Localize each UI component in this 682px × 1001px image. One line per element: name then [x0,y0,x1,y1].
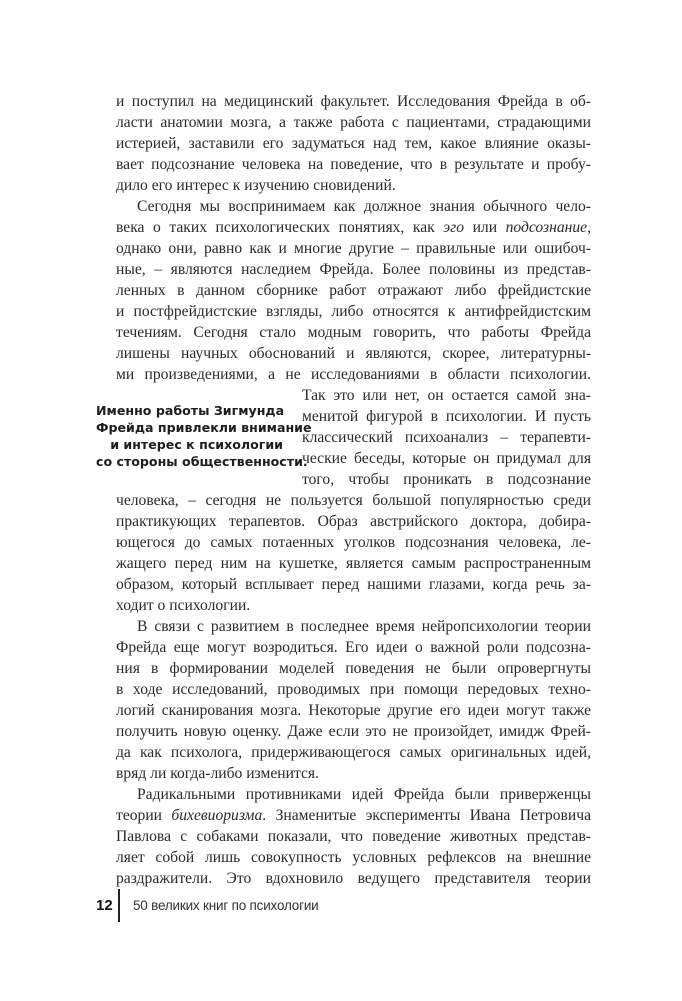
body-line: ми произведениями, а не исследованиями в области психологии. [116,366,591,383]
body-line: вряд ли когда-либо изменится. [116,765,319,782]
body-line: ляет собой лишь совокупность условных рефлексов на внешние [116,849,591,866]
body-line: того, чтобы проникать в подсознание [302,471,591,488]
body-line: раздражители. Это вдохновило ведущего представителя теории [116,870,591,887]
body-line: лишены научных обоснований и являются, скорее, литературны- [116,345,591,362]
body-line: ные, – являются наследием Фрейда. Более половины из представ- [116,261,591,278]
page-number: 12 [96,897,113,914]
running-title: 50 великих книг по психологии [133,898,319,913]
body-line: классический психоанализ – терапевти- [302,429,591,446]
body-line: ленных в данном сборнике работ отражают либо фрейдистские [116,282,591,299]
pull-quote-line: и интерес к психологии [110,437,283,452]
body-line: дило его интерес к изучению сновидений. [116,177,396,194]
body-line: ходит о психологии. [116,597,251,614]
body-line-with-italics: века о таких психологических понятиях, как эго или подсознание, [116,219,591,236]
body-line: течениям. Сегодня стало модным говорить, что работы Фрейда [116,324,591,341]
body-line: Сегодня мы воспринимаем как должное знания обычного чело- [137,198,591,215]
body-line: В связи с развитием в последнее время нейропсихологии теории [137,618,591,635]
body-line: практикующих терапевтов. Образ австрийского доктора, добира- [116,513,591,530]
body-line: Так это или нет, он остается самой зна- [302,387,591,404]
italic-term-subconscious: подсознание [505,219,588,236]
body-line: и постфрейдистские взгляды, либо относятся к антифрейдистским [116,303,591,320]
body-line: ческие беседы, которые он придумал для [302,450,591,467]
body-line: да как психолога, придерживающегося самых оригинальных идей, [116,744,591,761]
italic-term-ego: эго [443,219,465,236]
italic-term-behaviorism: бихевиоризма [171,807,263,824]
body-line: в ходе исследований, проводимых при помощи передовых техно- [116,681,591,698]
body-line: ласти анатомии мозга, а также работа с пациентами, страдающими [116,114,591,131]
pull-quote-line: Фрейда привлекли внимание [96,420,312,435]
body-line: жащего перед ним на кушетке, является самым распространенным [116,555,591,572]
body-line: Фрейда еще могут возродиться. Его идеи о важной роли подсозна- [116,639,591,656]
body-line: логий сканирования мозга. Некоторые другие его идеи могут также [116,702,591,719]
body-line: Радикальными противниками идей Фрейда были приверженцы [137,786,591,803]
body-line: однако они, равно как и многие другие – правильные или ошибоч- [116,240,591,257]
pull-quote-line: Именно работы Зигмунда [96,403,285,418]
pull-quote-line: со стороны общественности. [96,454,308,469]
body-line: образом, который всплывает перед нашими глазами, когда речь за- [116,576,591,593]
body-line: получить новую оценку. Даже если это не произойдет, имидж Фрей- [116,723,591,740]
pull-quote [96,402,312,470]
body-line: вает подсознание человека на поведение, что в результате и пробу- [116,156,591,173]
body-line: истерией, заставили его задуматься над тем, какое влияние оказы- [116,135,591,152]
body-line: Павлова с собаками показали, что поведение животных представ- [116,828,591,845]
body-line: ния в формировании моделей поведения не были опровергнуты [116,660,591,677]
footer-divider [118,889,120,922]
body-line: и поступил на медицинский факультет. Исследования Фрейда в об- [116,93,591,110]
body-line: человека, – сегодня не пользуется большой популярностью среди [116,492,591,509]
body-line: менитой фигурой в психологии. И пусть [302,408,591,425]
body-line-with-italics: теории бихевиоризма. Знаменитые эксперименты Ивана Петровича [116,807,591,824]
body-line: ющегося до самых потаенных уголков подсознания человека, ле- [116,534,591,551]
